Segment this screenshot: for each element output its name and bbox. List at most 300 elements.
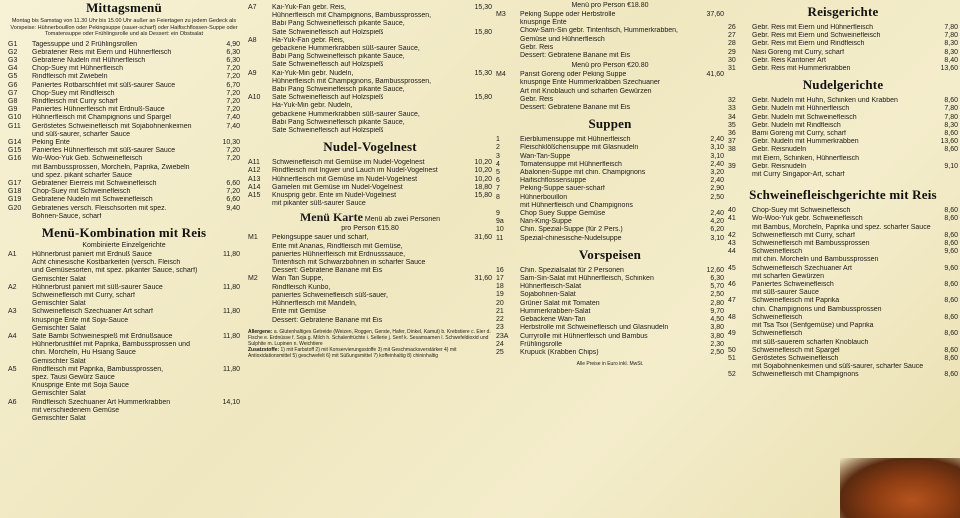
item-number: 9 bbox=[496, 210, 500, 218]
section-title-lunch: Mittagsmenü bbox=[86, 0, 162, 15]
item-number: 44 bbox=[728, 248, 736, 256]
item-number: 2 bbox=[496, 144, 500, 152]
item-number: 31 bbox=[728, 65, 736, 73]
item-text: Nasi Goreng mit Curry, scharf bbox=[752, 48, 845, 56]
item-text: Chop-Suey mit Hühnerfleisch bbox=[32, 65, 124, 73]
item-number bbox=[248, 292, 272, 300]
item-text: spez. Tausi Gewürz Sauce bbox=[32, 374, 115, 382]
item-price: 7,20 bbox=[226, 65, 240, 73]
item-price bbox=[932, 322, 958, 330]
menu-item-desc bbox=[248, 45, 492, 53]
item-text: Gebr. Nudeln mit Rindfleisch bbox=[752, 121, 841, 129]
item-price: 3,80 bbox=[710, 332, 724, 340]
item-number bbox=[8, 172, 32, 180]
menu-item-desc bbox=[248, 243, 492, 251]
menu-item-desc bbox=[496, 88, 724, 96]
item-number bbox=[248, 102, 272, 110]
item-text: mit Eiern, Schinken, Hühnerfleisch bbox=[752, 154, 859, 162]
item-price: 11,80 bbox=[223, 283, 240, 291]
menu3-list bbox=[496, 11, 724, 60]
menu-item-desc bbox=[248, 300, 492, 308]
menu-item bbox=[496, 291, 724, 299]
item-number bbox=[248, 45, 272, 53]
menu-item bbox=[8, 155, 240, 163]
item-price: 3,10 bbox=[710, 234, 724, 242]
item-number: 27 bbox=[728, 32, 736, 40]
item-text: Ente mit Ananas, Rindfleisch mit Gemüse, bbox=[272, 242, 403, 250]
menu-card-list bbox=[248, 234, 492, 324]
item-text: Dessert: Gebratene Banane mit Eis bbox=[520, 52, 631, 60]
menu-item bbox=[248, 275, 492, 283]
item-price bbox=[466, 292, 492, 300]
item-number: G14 bbox=[8, 138, 22, 146]
item-number bbox=[248, 259, 272, 267]
item-price bbox=[932, 289, 958, 297]
menu-item bbox=[8, 82, 240, 90]
item-text: Herbstrolle mit Schweinefleisch und Glasnudeln bbox=[520, 324, 669, 332]
menu-item bbox=[728, 355, 958, 363]
item-text: Wan Tan Suppe, bbox=[272, 275, 324, 283]
combo-list bbox=[8, 251, 240, 423]
menu4-header bbox=[496, 62, 724, 69]
menu-item bbox=[8, 49, 240, 57]
allergen-block bbox=[248, 329, 492, 359]
item-text: Ha-Yuk-Fan gebr. Reis, bbox=[272, 36, 345, 44]
menu-item bbox=[496, 169, 724, 177]
item-price: 3,10 bbox=[710, 152, 724, 160]
item-number: 21 bbox=[496, 307, 504, 315]
menu-item bbox=[248, 234, 492, 242]
menu-item-desc bbox=[728, 306, 958, 314]
item-text: Schweinefleisch mit Paprika bbox=[752, 297, 840, 305]
menu-item bbox=[8, 73, 240, 81]
menu-item bbox=[728, 371, 958, 379]
item-price bbox=[214, 259, 240, 267]
item-price bbox=[698, 27, 724, 35]
menu3-label: Menü bbox=[571, 2, 589, 9]
menu-card-title: Menü Karte bbox=[299, 210, 363, 225]
item-price bbox=[214, 374, 240, 382]
item-number: 46 bbox=[728, 281, 736, 289]
item-text: Gebr. Reis mit Eiern und Hühnerfleisch bbox=[752, 24, 873, 31]
item-price bbox=[466, 53, 492, 61]
menu-item-desc bbox=[8, 349, 240, 357]
item-number bbox=[496, 19, 520, 27]
item-price: 2,80 bbox=[710, 299, 724, 307]
menu-item-desc bbox=[496, 104, 724, 112]
item-price: 15,30 bbox=[474, 69, 492, 77]
menu-item bbox=[8, 41, 240, 49]
item-price bbox=[698, 202, 724, 210]
menu-item-desc bbox=[248, 29, 492, 37]
menu-item bbox=[8, 308, 240, 316]
item-text: Babi Pang Schweinefleisch pikante Sauce, bbox=[272, 118, 405, 126]
item-price bbox=[466, 86, 492, 94]
item-text: Gebr. Reisnudeln bbox=[752, 146, 807, 154]
menu-item-desc bbox=[8, 267, 240, 275]
menu-item bbox=[496, 316, 724, 324]
item-number: A5 bbox=[8, 365, 17, 373]
item-number: 26 bbox=[728, 24, 736, 31]
section-title-combo: Menü-Kombination mit Reis bbox=[41, 224, 207, 240]
menu-item bbox=[496, 235, 724, 243]
item-text: Gemischter Salat bbox=[32, 275, 86, 283]
menu-item-desc bbox=[496, 79, 724, 87]
item-price: 15,80 bbox=[474, 28, 492, 36]
menu-item bbox=[8, 333, 240, 341]
item-number bbox=[728, 224, 752, 232]
menu-card-header bbox=[248, 210, 492, 232]
menu-item-desc bbox=[8, 164, 240, 172]
item-price: 2,40 bbox=[710, 177, 724, 185]
item-price bbox=[932, 363, 958, 371]
menu-item bbox=[728, 122, 958, 130]
item-number bbox=[8, 267, 32, 275]
menu-item bbox=[248, 70, 492, 78]
item-number: 47 bbox=[728, 297, 736, 305]
menu-item bbox=[728, 347, 958, 355]
menu-item-desc bbox=[728, 322, 958, 330]
item-price: 2,30 bbox=[710, 340, 724, 348]
item-text: Schweinefleisch bbox=[752, 330, 803, 338]
item-text: Wo-Woo-Yuk Geb. Schweinefleisch bbox=[32, 155, 143, 163]
item-text: Kai-Yuk-Min gebr. Nudeln, bbox=[272, 69, 354, 77]
item-price: 8,60 bbox=[944, 207, 958, 215]
item-price: 10,20 bbox=[474, 175, 492, 183]
item-price: 8,60 bbox=[944, 313, 958, 321]
item-number bbox=[8, 276, 32, 284]
item-price: 2,40 bbox=[710, 136, 724, 144]
item-number bbox=[8, 358, 32, 366]
item-price bbox=[932, 171, 958, 179]
item-text: Paniertes Schweinefleisch bbox=[752, 281, 834, 289]
item-number: 42 bbox=[728, 231, 736, 239]
item-text: Schweinefleisch mit Spargel bbox=[752, 346, 840, 354]
item-price: 8,60 bbox=[944, 146, 958, 154]
item-price: 2,40 bbox=[710, 210, 724, 218]
menu-item bbox=[248, 37, 492, 45]
item-number: 34 bbox=[728, 113, 736, 121]
item-number: A10 bbox=[248, 94, 261, 102]
item-number bbox=[496, 96, 520, 104]
menu-item-desc bbox=[248, 251, 492, 259]
item-text: Tintenfisch mit Schwarzbohnen in scharfer Sauce bbox=[272, 259, 426, 267]
item-price: 7,80 bbox=[944, 113, 958, 121]
item-price bbox=[214, 267, 240, 275]
item-price bbox=[466, 284, 492, 292]
item-price bbox=[698, 88, 724, 96]
menu-item-desc bbox=[248, 127, 492, 135]
item-text: Nan-King-Suppe bbox=[520, 218, 572, 226]
item-text: Rindfleisch mit Ingwer und Lauch im Nudel-Vogelnest bbox=[272, 167, 438, 175]
item-number: 39 bbox=[728, 162, 736, 170]
menu-item bbox=[728, 32, 958, 40]
item-price: 6,60 bbox=[226, 179, 240, 187]
item-number: 18 bbox=[496, 283, 504, 291]
item-number: 28 bbox=[728, 40, 736, 48]
menu-item bbox=[8, 188, 240, 196]
item-text: Hühnerbrust paniert mit süß-saurer Sauce bbox=[32, 283, 163, 291]
item-text: Hühnerbrust paniert mit Erdnuß Sauce bbox=[32, 250, 152, 258]
item-price bbox=[214, 407, 240, 415]
menu-card-note: Menü ab zwei Personen bbox=[364, 216, 441, 224]
item-text: Acht chinesische Kostbarkeiten (versch. Fleisch bbox=[32, 259, 181, 267]
menu-item bbox=[496, 177, 724, 185]
item-price: 31,60 bbox=[474, 234, 492, 242]
additives-title: Zusatzstoffe: bbox=[248, 346, 280, 353]
item-price bbox=[932, 256, 958, 264]
menu-item bbox=[8, 139, 240, 147]
menu-item bbox=[496, 275, 724, 283]
item-number bbox=[8, 164, 32, 172]
item-text: Frühlingsrolle bbox=[520, 340, 563, 348]
item-text: Paniertes Hühnerfleisch mit süß-saurer Sauce bbox=[32, 147, 176, 155]
item-number: A8 bbox=[248, 36, 257, 44]
item-price: 8,30 bbox=[944, 48, 958, 56]
menu-item-desc bbox=[728, 224, 958, 232]
item-price bbox=[466, 20, 492, 28]
item-price: 3,10 bbox=[710, 144, 724, 152]
menu-item bbox=[248, 159, 492, 167]
item-price bbox=[214, 292, 240, 300]
item-number bbox=[8, 374, 32, 382]
item-text: Sate Schweinefleisch auf Holzspieß bbox=[272, 94, 384, 102]
item-number: A12 bbox=[248, 167, 261, 175]
item-price bbox=[466, 78, 492, 86]
item-price: 10,30 bbox=[222, 138, 240, 146]
item-price bbox=[932, 273, 958, 281]
item-number bbox=[8, 415, 32, 423]
item-price: 11,80 bbox=[223, 333, 240, 340]
column-lunch bbox=[8, 0, 240, 518]
item-text: Tagessuppe und 2 Frühlingsrollen bbox=[32, 40, 138, 48]
item-price bbox=[466, 119, 492, 127]
menu-item-desc bbox=[248, 119, 492, 127]
item-text: Tomatensuppe mit Hühnerfleisch bbox=[520, 160, 622, 168]
menu-item bbox=[496, 144, 724, 152]
item-text: Rindfleisch mit Curry scharf bbox=[32, 97, 118, 105]
column-rice-noodles bbox=[728, 0, 958, 518]
item-text: Wo-Woo-Yuk gebr. Schweinefleisch bbox=[752, 215, 863, 223]
item-number: G4 bbox=[8, 65, 18, 73]
item-number: A9 bbox=[248, 69, 257, 77]
menu-item-desc bbox=[728, 155, 958, 163]
item-price: 2,50 bbox=[710, 291, 724, 299]
item-text: Gemischter Salat bbox=[32, 357, 86, 365]
menu-item bbox=[728, 297, 958, 305]
pork-list bbox=[728, 207, 958, 379]
item-text: mit Tsa Tsoi (Senfgemüse) und Paprika bbox=[752, 322, 874, 330]
item-number bbox=[248, 317, 272, 325]
item-number bbox=[496, 79, 520, 87]
item-text: Rindfleisch mit Paprika, Bambussprossen, bbox=[32, 365, 164, 373]
item-number bbox=[728, 306, 752, 314]
item-price: 3,80 bbox=[710, 324, 724, 332]
item-text: Hühnerfleisch-Salat bbox=[520, 283, 582, 291]
menu-item-desc bbox=[248, 284, 492, 292]
menu-item-desc bbox=[8, 358, 240, 366]
item-text: mit chin. Morcheln und Bambussprossen bbox=[752, 256, 879, 264]
menu-item bbox=[728, 40, 958, 48]
item-number: G1 bbox=[8, 40, 18, 48]
item-text: Peking-Suppe sauer-scharf bbox=[520, 185, 605, 193]
menu-item bbox=[728, 114, 958, 122]
item-price bbox=[466, 200, 492, 208]
menu-item-desc bbox=[728, 273, 958, 281]
item-price: 7,20 bbox=[226, 89, 240, 97]
item-number: G11 bbox=[8, 122, 21, 130]
item-price bbox=[932, 306, 958, 314]
item-price bbox=[214, 382, 240, 390]
item-text: Rindfleisch mit Zwiebeln bbox=[32, 73, 108, 81]
menu-item-desc bbox=[728, 256, 958, 264]
section-title-nest: Nudel-Vogelnest bbox=[323, 139, 417, 155]
item-number bbox=[8, 131, 32, 139]
menu-item bbox=[496, 341, 724, 349]
item-number bbox=[248, 127, 272, 135]
item-number: M3 bbox=[496, 11, 506, 18]
item-text: Ente mit Gemüse bbox=[272, 308, 327, 316]
item-number: 45 bbox=[728, 264, 736, 272]
menu-item-desc bbox=[248, 78, 492, 86]
item-number bbox=[496, 104, 520, 112]
item-price: 12,60 bbox=[706, 266, 724, 274]
item-number bbox=[728, 289, 752, 297]
menu-item bbox=[496, 226, 724, 234]
item-text: mit süß-saurer Sauce bbox=[752, 289, 819, 297]
item-price: 8,60 bbox=[944, 346, 958, 354]
item-number: M4 bbox=[496, 71, 506, 79]
menu-item bbox=[8, 65, 240, 73]
item-text: Gebratene Nudeln mit Hühnerfleisch bbox=[32, 56, 146, 64]
item-number: 22 bbox=[496, 316, 504, 324]
item-number bbox=[248, 20, 272, 28]
item-number: 29 bbox=[728, 48, 736, 56]
item-price: 8,60 bbox=[944, 97, 958, 105]
item-text: Schweinefleisch Szechuaner Art scharf bbox=[32, 308, 154, 316]
item-number: A3 bbox=[8, 308, 17, 316]
starters-list bbox=[496, 267, 724, 357]
item-number: G16 bbox=[8, 155, 22, 163]
menu-item-desc bbox=[248, 200, 492, 208]
item-text: Schweinefleisch mit Champignons bbox=[752, 371, 859, 379]
menu-item bbox=[8, 180, 240, 188]
item-text: Gebr. Reis Kantoner Art bbox=[752, 56, 826, 64]
menu-item bbox=[8, 114, 240, 122]
item-price: 8,60 bbox=[944, 281, 958, 289]
item-price bbox=[214, 276, 240, 284]
menu-item-desc bbox=[248, 102, 492, 110]
item-text: Sate Schweinefleisch auf Holzspieß bbox=[272, 28, 384, 36]
item-text: Chop-Suey mit Schweinefleisch bbox=[752, 207, 851, 215]
menu-item bbox=[728, 130, 958, 138]
column-soups bbox=[496, 0, 724, 518]
lunch-note: Montag bis Samstag von 11.30 Uhr bis 15.00 Uhr außer an Feiertagen zu jedem Gedeck als Vorspeise: Hühnerbouillon oder Pekingsuppe (sauer-scharf) oder Haifischflossen-Suppe oder Tomatensuppe oder Frühlingsrolle und als Dessert: ein Obstsalat bbox=[10, 18, 238, 37]
item-text: Dessert: Gebratene Banane mit Eis bbox=[520, 104, 631, 112]
menu-item-desc bbox=[8, 325, 240, 333]
item-text: Chin. Spezialsalat für 2 Personen bbox=[520, 266, 624, 274]
menu-item bbox=[8, 123, 240, 131]
item-number: 49 bbox=[728, 330, 736, 338]
item-price: 15,30 bbox=[474, 4, 492, 11]
menu-item-desc bbox=[8, 300, 240, 308]
item-price: 8,60 bbox=[944, 297, 958, 305]
item-text: chin. Champignons und Bambussprossen bbox=[752, 305, 882, 313]
item-text: Schweinefleisch mit Curry, scharf bbox=[32, 291, 135, 299]
food-photo bbox=[840, 458, 960, 518]
item-text: Grüner Salat mit Tomaten bbox=[520, 299, 600, 307]
item-number: 40 bbox=[728, 207, 736, 215]
item-number bbox=[248, 119, 272, 127]
item-price bbox=[214, 325, 240, 333]
item-price bbox=[698, 79, 724, 87]
item-number: 37 bbox=[728, 138, 736, 146]
item-number: 8 bbox=[496, 193, 500, 201]
menu-item-desc bbox=[8, 382, 240, 390]
menu-item bbox=[728, 163, 958, 171]
menu-item bbox=[248, 4, 492, 12]
item-text: und Gemüsesorten, mit spez. pikanter Sauce, scharf) bbox=[32, 267, 198, 275]
item-number bbox=[728, 322, 752, 330]
item-number: G10 bbox=[8, 114, 22, 122]
menu-item bbox=[496, 194, 724, 202]
menu-item-desc bbox=[8, 407, 240, 415]
item-price: 7,80 bbox=[944, 24, 958, 31]
item-text: Fleischklößchensuppe mit Glasnudeln bbox=[520, 144, 639, 152]
item-number: A14 bbox=[248, 183, 261, 191]
allergen-text: a. Glutenhaltiges Getreide (Weizen, Roggen, Gerste, Hafer, Dinkel, Kamut) b. Krebstiere c. Eier d. Fische e. Erdnüsse f. Soja g. Milch h. Schalenfrüchte i. Sellerie j. Senf k. Sesamsamen l. Schwefeldioxid und Sulphite m. Lupinen n. Weichtiere bbox=[248, 328, 491, 347]
menu-item bbox=[728, 57, 958, 65]
item-price bbox=[214, 164, 240, 172]
item-number: M1 bbox=[248, 234, 258, 242]
menu-item bbox=[8, 284, 240, 292]
item-number: G20 bbox=[8, 204, 22, 212]
item-price: 8,60 bbox=[944, 240, 958, 248]
item-text: Gemischter Salat bbox=[32, 390, 86, 398]
menu-item-desc bbox=[496, 96, 724, 104]
item-number bbox=[728, 363, 752, 371]
item-price bbox=[214, 300, 240, 308]
item-number: 35 bbox=[728, 121, 736, 129]
menu-item bbox=[496, 349, 724, 357]
menu-item-desc bbox=[496, 27, 724, 35]
item-number bbox=[8, 300, 32, 308]
item-price: 10,20 bbox=[474, 159, 492, 167]
item-number: 23 bbox=[496, 324, 504, 332]
menu-item bbox=[728, 232, 958, 240]
item-price: 8,30 bbox=[944, 40, 958, 48]
item-price: 6,30 bbox=[226, 56, 240, 64]
item-number bbox=[248, 200, 272, 208]
menu-item bbox=[8, 196, 240, 204]
menu-item-desc bbox=[8, 213, 240, 221]
item-number: G19 bbox=[8, 196, 22, 204]
menu-item bbox=[728, 24, 958, 32]
item-text: mit Sojabohnenkeimen und süß-saurer, scharfer Sauce bbox=[752, 363, 924, 371]
item-number: G5 bbox=[8, 73, 18, 81]
item-price: 7,40 bbox=[226, 114, 240, 122]
item-text: Sojabohnen-Salat bbox=[520, 291, 576, 299]
item-text: mit verschiedenem Gemüse bbox=[32, 406, 120, 414]
menu-item-desc bbox=[248, 53, 492, 61]
item-number bbox=[728, 339, 752, 347]
item-number: A6 bbox=[8, 398, 17, 406]
item-number: A15 bbox=[248, 192, 261, 200]
menu-item-desc bbox=[8, 276, 240, 284]
item-price bbox=[214, 349, 240, 357]
item-text: knusprige Ente mit Soja-Sauce bbox=[32, 316, 129, 324]
item-price: 7,20 bbox=[226, 97, 240, 105]
